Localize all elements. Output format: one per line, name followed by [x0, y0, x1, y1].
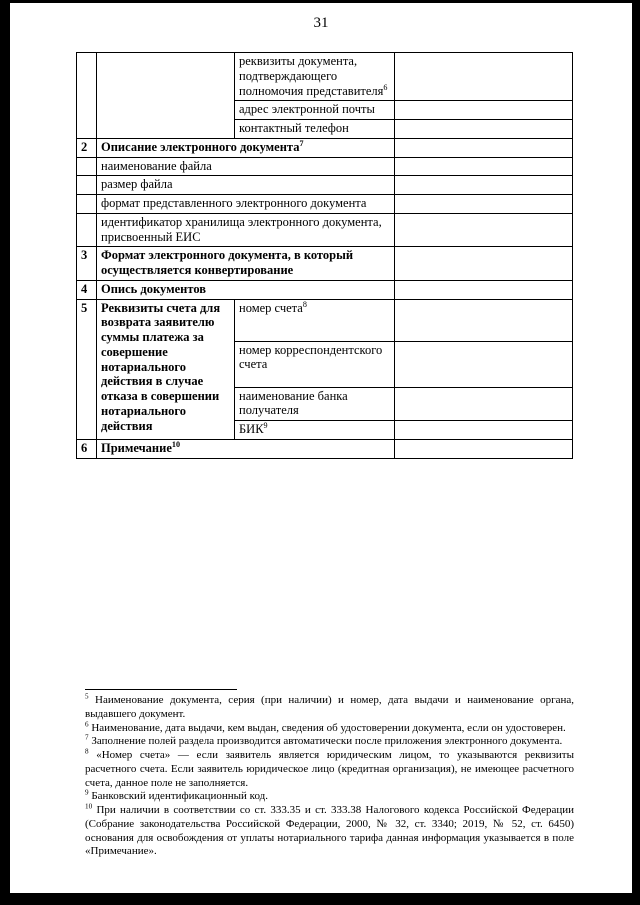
footnote-ref: 10 [171, 439, 180, 449]
footnotes-section [85, 689, 574, 859]
footnote-text: «Номер счета» — если заявитель является юридическим лицом, то указываются реквизиты расчетного счета. Если заявитель юридическое лицо (кредитная организация), не имеющее расчетного счета, данное поле не заполняется. [85, 749, 574, 789]
footnote-number: 8 [85, 747, 89, 756]
cell-doc-format: формат представленного электронного документа [97, 195, 395, 214]
cell-empty [77, 157, 97, 176]
cell-value [395, 120, 573, 139]
footnote-text: Наименование документа, серия (при наличии) и номер, дата выдачи и наименование органа, выдавшего документ. [85, 694, 574, 720]
cell-value [395, 157, 573, 176]
cell-label: номер счета [239, 300, 303, 315]
table-row [77, 280, 573, 299]
footnote [85, 719, 574, 736]
footnote-text: Заполнение полей раздела производится автоматически после приложения электронного документа. [91, 735, 563, 748]
footnote-text: Банковский идентификационный код. [91, 790, 268, 803]
footnote [85, 735, 574, 749]
cell-value [395, 101, 573, 120]
cell-conversion-format: Формат электронного документа, в который осуществляется конвертирование [97, 247, 395, 281]
footnote-text: Наименование, дата выдачи, кем выдан, сведения об удостоверении документа, если он удостоверен. [91, 721, 566, 734]
table-row [77, 213, 573, 247]
cell-row-number: 5 [77, 299, 97, 439]
cell-documents-list: Опись документов [97, 280, 395, 299]
table-row [77, 138, 573, 157]
footnote-ref: 9 [263, 420, 268, 430]
cell-row-number: 2 [77, 138, 97, 157]
cell-row-number: 4 [77, 280, 97, 299]
footnote-text: При наличии в соответствии со ст. 333.35 и ст. 333.38 Налогового кодекса Российской Федерации (Собрание законодательства Российской Федерации, 2000, № 32, ст. 3340; 2019, № 52, ст. 6450) основания для освобождения от уплаты нотариального тарифа данная информация указывается в поле «Примечание». [85, 804, 574, 858]
cell-label: Описание электронного документа [101, 139, 300, 154]
cell-value [395, 421, 573, 440]
cell-value [395, 299, 573, 341]
footnote-number: 7 [85, 733, 89, 742]
cell-filename: наименование файла [97, 157, 395, 176]
cell-refund-account-title: Реквизиты счета для возврата заявителю суммы платежа за совершение нотариального действия в случае отказа в совершении нотариального действия [97, 299, 235, 439]
document-table [76, 52, 573, 459]
footnote-number: 5 [85, 692, 89, 701]
cell-email: адрес электронной почты [235, 101, 395, 120]
table-row [77, 53, 573, 101]
footnote-number: 10 [85, 802, 93, 811]
cell-phone: контактный телефон [235, 120, 395, 139]
footnote-number: 9 [85, 788, 89, 797]
table-row [77, 157, 573, 176]
footnote [85, 694, 574, 722]
cell-label: Примечание [101, 440, 172, 455]
footnote-ref: 6 [383, 82, 388, 92]
cell-empty [97, 53, 235, 139]
cell-value [395, 53, 573, 101]
cell-value [395, 195, 573, 214]
table-row [77, 247, 573, 281]
cell-value [395, 213, 573, 247]
cell-value [395, 387, 573, 421]
cell-value [395, 138, 573, 157]
cell-label: реквизиты документа, подтверждающего полномочия представителя [239, 54, 384, 98]
footnote-ref: 8 [302, 299, 307, 309]
footnote-divider [85, 689, 237, 690]
cell-storage-id: идентификатор хранилища электронного документа, присвоенный ЕИС [97, 213, 395, 247]
table-row [77, 299, 573, 341]
cell-bank-name: наименование банка получателя [235, 387, 395, 421]
cell-empty [77, 176, 97, 195]
cell-empty [77, 213, 97, 247]
cell-label: БИК [239, 422, 264, 436]
footnote [85, 804, 574, 859]
cell-correspondent-account: номер корреспондентского счета [235, 341, 395, 387]
cell-representative-doc-requisites [235, 53, 395, 101]
cell-empty [77, 195, 97, 214]
footnote-ref: 7 [299, 138, 304, 148]
cell-section-title [97, 138, 395, 157]
cell-account-number [235, 299, 395, 341]
footnote [85, 749, 574, 790]
cell-bik [235, 421, 395, 440]
cell-row-number: 6 [77, 439, 97, 458]
footnote [85, 790, 574, 804]
footnote-number: 6 [85, 719, 89, 728]
cell-value [395, 176, 573, 195]
cell-value [395, 247, 573, 281]
cell-filesize: размер файла [97, 176, 395, 195]
cell-empty [77, 53, 97, 139]
cell-value [395, 280, 573, 299]
table-row [77, 176, 573, 195]
cell-note [97, 439, 395, 458]
cell-value [395, 341, 573, 387]
table-row [77, 195, 573, 214]
cell-value [395, 439, 573, 458]
cell-row-number: 3 [77, 247, 97, 281]
table-row [77, 439, 573, 458]
page-number: 31 [313, 15, 329, 31]
